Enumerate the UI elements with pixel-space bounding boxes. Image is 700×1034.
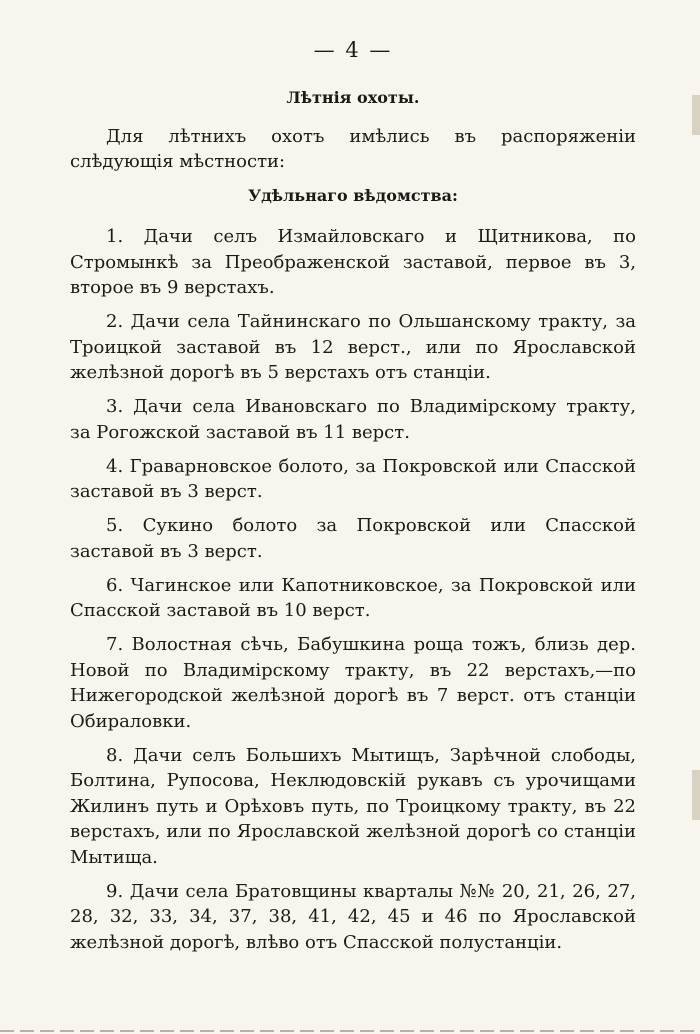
list-item: 4. Граварновское болото, за Покровской или Спасской заставой въ 3 верст.: [70, 455, 636, 502]
list-item: 5. Сукино болото за Покровской или Спасской заставой въ 3 верст.: [70, 515, 636, 562]
subsection-heading: Удѣльнаго вѣдомства:: [248, 186, 458, 205]
page-number: — 4 —: [313, 38, 393, 62]
bottom-edge-line: [0, 1030, 700, 1032]
list-item: 6. Чагинское или Капотниковское, за Покровской или Спасской заставой въ 10 верст.: [70, 574, 636, 621]
list-item: 7. Волостная сѣчь, Бабушкина роща тожъ, близь дер. Новой по Владимірскому тракту, въ 22 верстахъ,—по Нижегородской желѣзной дорогѣ въ 7 верст. отъ станціи Обираловки.: [70, 634, 636, 732]
document-page: [70, 0, 636, 1034]
page-edge-mark: [692, 95, 700, 135]
section-heading: Лѣтнія охоты.: [286, 88, 420, 107]
page-edge-mark: [692, 770, 700, 820]
list-item: 2. Дачи села Тайнинскаго по Ольшанскому тракту, за Троицкой заставой въ 12 верст., или по Ярославской желѣзной дорогѣ въ 5 верстахъ отъ станціи.: [70, 311, 636, 383]
locations-list: [70, 224, 636, 964]
list-item: 1. Дачи селъ Измайловскаго и Щитникова, по Стромынкѣ за Преображенской заставой, первое въ 3, второе въ 9 верстахъ.: [70, 226, 636, 298]
list-item: 8. Дачи селъ Большихъ Мытищъ, Зарѣчной слободы, Болтина, Рупосова, Неклюдовскій рукавъ съ урочищами Жилинъ путь и Орѣховъ путь, по Троицкому тракту, въ 22 верстахъ, или по Ярославской желѣзной дорогѣ со станціи Мытища.: [70, 744, 636, 868]
intro-paragraph: Для лѣтнихъ охотъ имѣлись въ распоряженіи слѣдующія мѣстности:: [70, 126, 636, 172]
list-item: 3. Дачи села Ивановскаго по Владимірскому тракту, за Рогожской заставой въ 11 верст.: [70, 396, 636, 443]
list-item: 9. Дачи села Братовщины кварталы №№ 20, 21, 26, 27, 28, 32, 33, 34, 37, 38, 41, 42, 45 и 46 по Ярославской желѣзной дорогѣ, влѣво отъ Спасской полустанціи.: [70, 880, 636, 953]
